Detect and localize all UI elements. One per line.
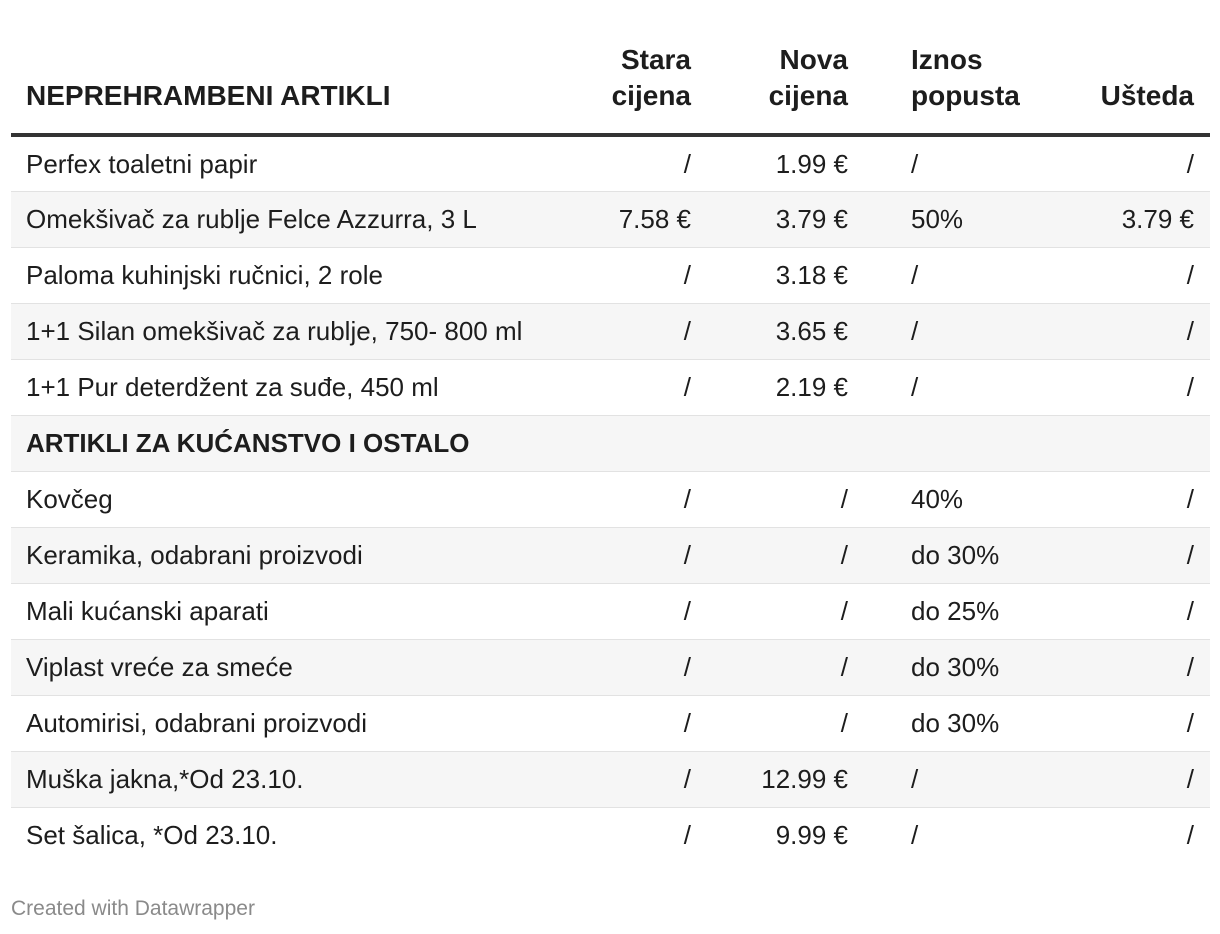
iznos-popusta-cell: 40% xyxy=(858,471,1059,527)
column-header-nova-cijena[interactable]: Nova cijena xyxy=(701,0,858,135)
item-name-cell: Muška jakna,*Od 23.10. xyxy=(11,751,560,807)
nova-cijena-cell: 3.65 € xyxy=(701,303,858,359)
stara-cijena-cell: / xyxy=(560,247,701,303)
nova-cijena-cell: 2.19 € xyxy=(701,359,858,415)
stara-cijena-cell: / xyxy=(560,583,701,639)
item-name-cell: Kovčeg xyxy=(11,471,560,527)
usteda-cell: / xyxy=(1059,247,1210,303)
nova-cijena-cell: 3.79 € xyxy=(701,191,858,247)
table-row xyxy=(11,359,1210,415)
column-header-iznos-popusta[interactable]: Iznos popusta xyxy=(858,0,1059,135)
table-row xyxy=(11,751,1210,807)
nova-cijena-cell xyxy=(701,415,858,471)
usteda-cell: / xyxy=(1186,820,1194,851)
iznos-popusta-cell: / xyxy=(858,303,1059,359)
usteda-cell xyxy=(1059,415,1210,471)
usteda-cell: / xyxy=(1059,527,1210,583)
nova-cijena-cell: / xyxy=(701,471,858,527)
item-name-cell: 1+1 Silan omekšivač za rublje, 750- 800 ml xyxy=(11,303,560,359)
iznos-popusta-cell: / xyxy=(911,820,919,851)
table-row xyxy=(11,583,1210,639)
stara-cijena-cell: / xyxy=(560,639,701,695)
column-header-stara-cijena[interactable]: Stara cijena xyxy=(560,0,701,135)
column-header-usteda[interactable]: Ušteda xyxy=(1059,0,1210,135)
stara-cijena-cell: / xyxy=(560,303,701,359)
table-row xyxy=(11,527,1210,583)
section-row xyxy=(11,415,1210,471)
nova-cijena-cell: / xyxy=(701,639,858,695)
usteda-cell: / xyxy=(1059,583,1210,639)
datawrapper-credit: Created with Datawrapper xyxy=(11,897,255,920)
iznos-popusta-cell: / xyxy=(858,751,1059,807)
item-name-cell: Set šalica, *Od 23.10. xyxy=(26,820,278,851)
price-table xyxy=(11,0,1210,863)
table-row xyxy=(11,303,1210,359)
header-row xyxy=(11,0,1210,135)
usteda-cell: / xyxy=(1059,471,1210,527)
table-body xyxy=(11,135,1210,863)
stara-cijena-cell: / xyxy=(560,527,701,583)
item-name-cell: Perfex toaletni papir xyxy=(11,135,560,191)
iznos-popusta-cell: 50% xyxy=(858,191,1059,247)
table-row xyxy=(11,247,1210,303)
iznos-popusta-cell: do 30% xyxy=(858,695,1059,751)
nova-cijena-cell: 3.18 € xyxy=(701,247,858,303)
stara-cijena-cell: / xyxy=(683,820,691,851)
nova-cijena-cell: / xyxy=(701,695,858,751)
usteda-cell: / xyxy=(1059,135,1210,191)
iznos-popusta-cell: do 30% xyxy=(858,527,1059,583)
iznos-popusta-cell xyxy=(858,415,1059,471)
item-name-cell: Viplast vreće za smeće xyxy=(11,639,560,695)
stara-cijena-cell: / xyxy=(560,471,701,527)
table-row xyxy=(11,695,1210,751)
iznos-popusta-cell: do 30% xyxy=(858,639,1059,695)
stara-cijena-cell: 7.58 € xyxy=(560,191,701,247)
nova-cijena-cell: 1.99 € xyxy=(701,135,858,191)
nova-cijena-cell: 12.99 € xyxy=(701,751,858,807)
table-row xyxy=(11,807,1210,863)
item-name-cell: Omekšivač za rublje Felce Azzurra, 3 L xyxy=(11,191,560,247)
nova-cijena-cell: / xyxy=(701,527,858,583)
stara-cijena-cell: / xyxy=(560,751,701,807)
item-name-cell: Automirisi, odabrani proizvodi xyxy=(11,695,560,751)
usteda-cell: 3.79 € xyxy=(1059,191,1210,247)
item-name-cell: Paloma kuhinjski ručnici, 2 role xyxy=(11,247,560,303)
usteda-cell: / xyxy=(1059,639,1210,695)
table-header xyxy=(11,0,1210,135)
table-row xyxy=(11,191,1210,247)
table-row xyxy=(11,135,1210,191)
item-name-cell: Keramika, odabrani proizvodi xyxy=(11,527,560,583)
usteda-cell: / xyxy=(1059,695,1210,751)
nova-cijena-cell: / xyxy=(701,583,858,639)
iznos-popusta-cell: do 25% xyxy=(858,583,1059,639)
iznos-popusta-cell: / xyxy=(858,247,1059,303)
column-header-name[interactable]: NEPREHRAMBENI ARTIKLI xyxy=(11,0,560,135)
iznos-popusta-cell: / xyxy=(858,359,1059,415)
stara-cijena-cell: / xyxy=(560,695,701,751)
item-name-cell: 1+1 Pur deterdžent za suđe, 450 ml xyxy=(11,359,560,415)
iznos-popusta-cell: / xyxy=(858,135,1059,191)
table-container xyxy=(11,0,1210,863)
usteda-cell: / xyxy=(1059,303,1210,359)
stara-cijena-cell: / xyxy=(560,135,701,191)
stara-cijena-cell xyxy=(560,415,701,471)
table-row xyxy=(11,471,1210,527)
section-title: ARTIKLI ZA KUĆANSTVO I OSTALO xyxy=(11,415,560,471)
usteda-cell: / xyxy=(1059,751,1210,807)
usteda-cell: / xyxy=(1059,359,1210,415)
table-row xyxy=(11,639,1210,695)
stara-cijena-cell: / xyxy=(560,359,701,415)
nova-cijena-cell: 9.99 € xyxy=(775,820,848,851)
item-name-cell: Mali kućanski aparati xyxy=(11,583,560,639)
